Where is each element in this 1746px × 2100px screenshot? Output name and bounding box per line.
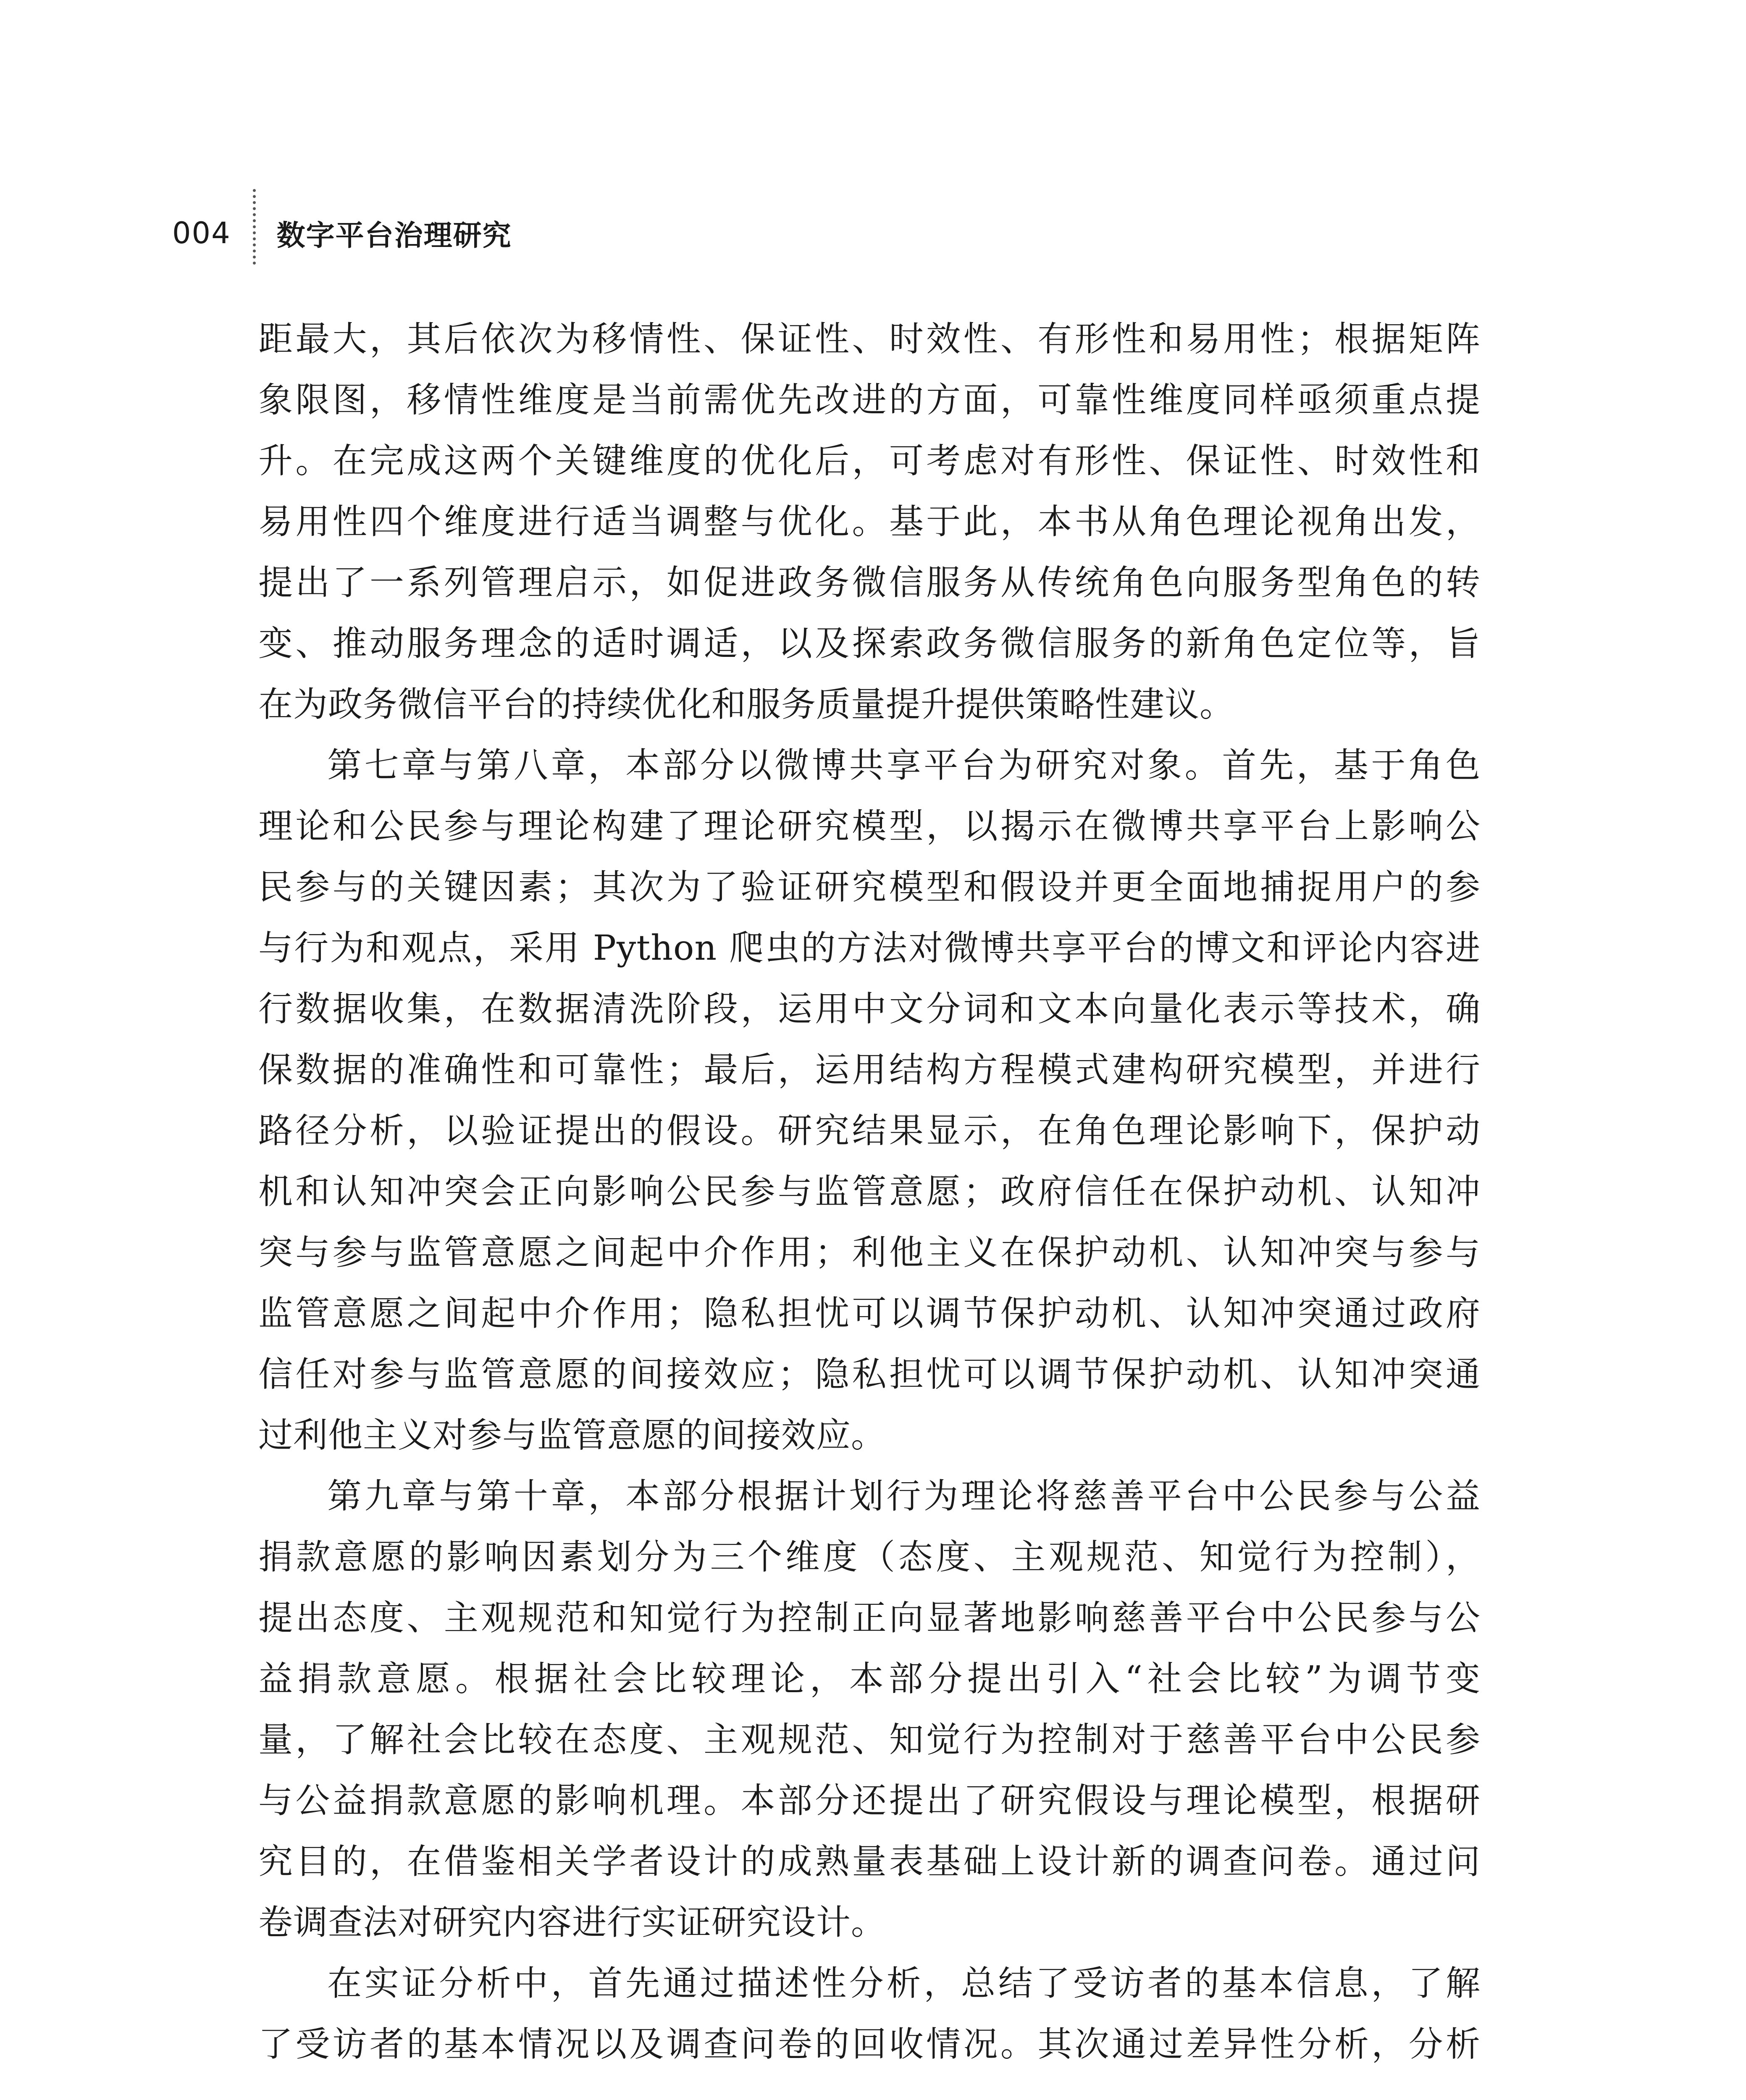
- running-header: [172, 197, 512, 269]
- text-line: 路径分析，以验证提出的假设。研究结果显示，在角色理论影响下，保护动: [258, 1111, 1481, 1151]
- text-line: 在实证分析中，首先通过描述性分析，总结了受访者的基本信息，了解: [327, 1964, 1481, 2003]
- text-line: 易用性四个维度进行适当调整与优化。基于此，本书从角色理论视角出发，: [258, 502, 1481, 542]
- text-line: 卷调查法对研究内容进行实证研究设计。: [258, 1903, 886, 1942]
- text-line: 监管意愿之间起中介作用；隐私担忧可以调节保护动机、认知冲突通过政府: [258, 1294, 1481, 1334]
- text-line: 过利他主义对参与监管意愿的间接效应。: [258, 1415, 886, 1455]
- text-line: 提出态度、主观规范和知觉行为控制正向显著地影响慈善平台中公民参与公: [258, 1598, 1481, 1638]
- text-line: 机和认知冲突会正向影响公民参与监管意愿；政府信任在保护动机、认知冲: [258, 1172, 1481, 1212]
- text-line: 象限图，移情性维度是当前需优先改进的方面，可靠性维度同样亟须重点提: [258, 380, 1481, 420]
- page-number: 004: [172, 216, 231, 250]
- text-line: 究目的，在借鉴相关学者设计的成熟量表基础上设计新的调查问卷。通过问: [258, 1842, 1481, 1882]
- text-line: 行数据收集，在数据清洗阶段，运用中文分词和文本向量化表示等技术，确: [258, 989, 1481, 1029]
- text-line: 在为政务微信平台的持续优化和服务质量提升提供策略性建议。: [258, 685, 1235, 724]
- text-line: 突与参与监管意愿之间起中介作用；利他主义在保护动机、认知冲突与参与: [258, 1233, 1481, 1273]
- text-line: 益捐款意愿。根据社会比较理论，本部分提出引入“社会比较”为调节变: [258, 1659, 1481, 1699]
- text-line: 量，了解社会比较在态度、主观规范、知觉行为控制对于慈善平台中公民参: [258, 1720, 1481, 1760]
- text-line: 第七章与第八章，本部分以微博共享平台为研究对象。首先，基于角色: [327, 746, 1481, 785]
- text-line: 升。在完成这两个关键维度的优化后，可考虑对有形性、保证性、时效性和: [258, 441, 1481, 481]
- body-text: [258, 309, 1481, 2075]
- text-line: 与行为和观点，采用 Python 爬虫的方法对微博共享平台的博文和评论内容进: [258, 928, 1481, 968]
- text-line: 变、推动服务理念的适时调适，以及探索政务微信服务的新角色定位等，旨: [258, 624, 1481, 664]
- text-line: 与公益捐款意愿的影响机理。本部分还提出了研究假设与理论模型，根据研: [258, 1781, 1481, 1821]
- text-line: 信任对参与监管意愿的间接效应；隐私担忧可以调节保护动机、认知冲突通: [258, 1354, 1481, 1394]
- text-line: 距最大，其后依次为移情性、保证性、时效性、有形性和易用性；根据矩阵: [258, 319, 1481, 359]
- book-title: 数字平台治理研究: [276, 219, 512, 252]
- text-line: 理论和公民参与理论构建了理论研究模型，以揭示在微博共享平台上影响公: [258, 806, 1481, 846]
- text-line: 第九章与第十章，本部分根据计划行为理论将慈善平台中公民参与公益: [327, 1476, 1481, 1516]
- header-divider: [253, 189, 256, 265]
- text-line: 提出了一系列管理启示，如促进政务微信服务从传统角色向服务型角色的转: [258, 563, 1481, 603]
- text-line: 保数据的准确性和可靠性；最后，运用结构方程模式建构研究模型，并进行: [258, 1050, 1481, 1090]
- text-line: 了受访者的基本情况以及调查问卷的回收情况。其次通过差异性分析，分析: [258, 2024, 1481, 2064]
- text-line: 民参与的关键因素；其次为了验证研究模型和假设并更全面地捕捉用户的参: [258, 867, 1481, 907]
- text-line: 捐款意愿的影响因素划分为三个维度（态度、主观规范、知觉行为控制），: [258, 1537, 1481, 1577]
